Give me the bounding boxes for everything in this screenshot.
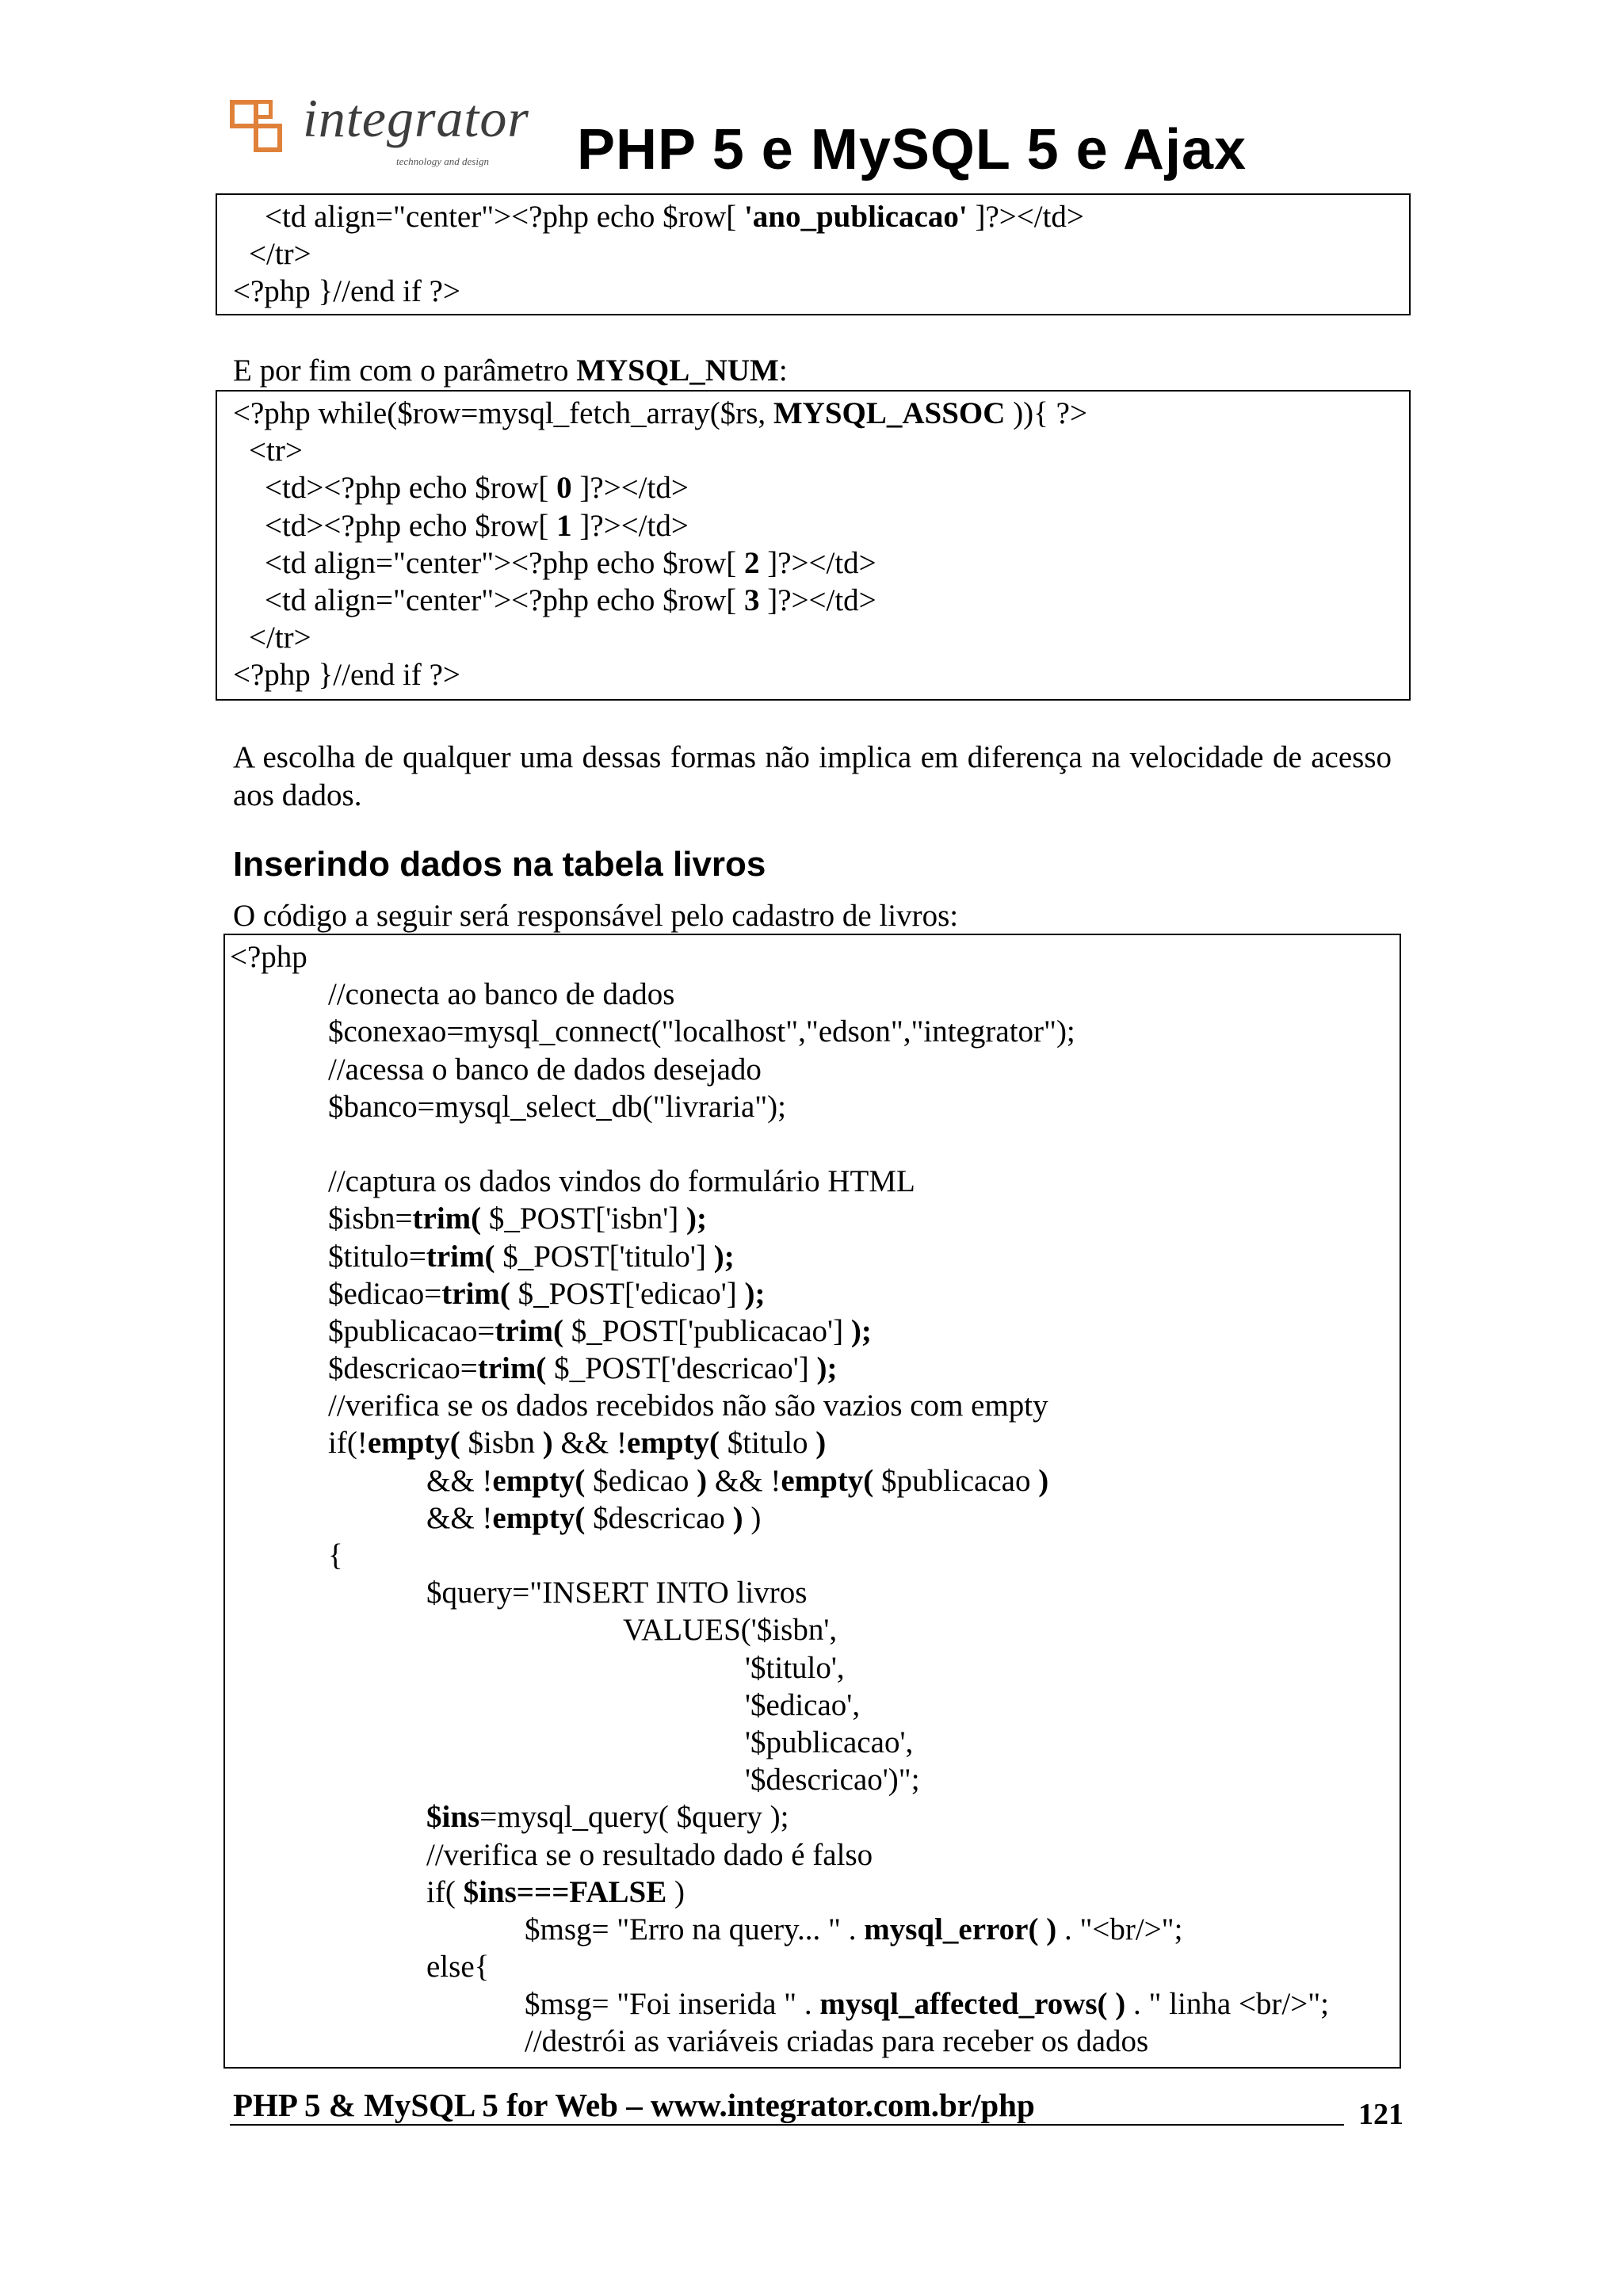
code-line: $publicacao=trim( $_POST['publicacao'] ); [328,1313,872,1348]
code-line: $titulo=trim( $_POST['titulo'] ); [328,1239,735,1274]
code-line: //acessa o banco de dados desejado [328,1052,762,1087]
code-line: <?php [230,940,307,974]
code-blank-line [230,1125,1385,1163]
code-line: $edicao=trim( $_POST['edicao'] ); [328,1276,766,1311]
logo-squares-icon [230,100,295,157]
code-line: else{ [426,1950,490,1985]
code-line: { [328,1538,343,1572]
logo-tagline: technology and design [396,155,489,167]
code-line: <?php }//end if ?> [233,274,460,309]
code-box-mysql-num [216,390,1411,701]
code-line: $descricao=trim( $_POST['descricao'] ); [328,1351,838,1386]
code-line: //verifica se os dados recebidos não são vazios com empty [328,1389,1048,1423]
footer-text: PHP 5 & MySQL 5 for Web – www.integrator.com.br/php [233,2087,1035,2123]
code-line: //destrói as variáveis criadas para receber os dados [525,2024,1149,2059]
integrator-logo [230,88,547,167]
code-line: '$edicao', [745,1687,861,1722]
body-paragraph: A escolha de qualquer uma dessas formas não implica em diferença na velocidade de acesso aos dados. [233,740,1392,812]
code-line: if( $ins===FALSE ) [426,1874,685,1909]
section-heading: Inserindo dados na tabela livros [233,845,766,884]
code-line: </tr> [249,237,311,272]
logo-wordmark: integrator [303,88,529,148]
footer-rule [230,2124,1344,2126]
page-number: 121 [1358,2098,1403,2131]
code-line: $msg= "Erro na query... " . mysql_error( ) . "<br/>"; [525,1912,1183,1946]
code-line: //verifica se o resultado dado é falso [426,1837,873,1872]
code-line: if(!empty( $isbn ) && !empty( $titulo ) [328,1426,827,1461]
code-line: <?php while($row=mysql_fetch_array($rs, MYSQL_ASSOC )){ ?> [233,396,1087,430]
code-line: <tr> [249,434,303,468]
code-line: '$descricao')"; [745,1763,920,1797]
code-line: //captura os dados vindos do formulário HTML [328,1164,915,1199]
code-line: $isbn=trim( $_POST['isbn'] ); [328,1201,708,1236]
code-line: && !empty( $edicao ) && !empty( $publicacao ) [426,1463,1049,1498]
code-line: <td align="center"><?php echo $row[ 'ano_publicacao' ]?></td> [265,200,1084,234]
code-box-insert-livros [223,934,1401,2069]
code-line: '$publicacao', [745,1725,914,1759]
code-line: $msg= "Foi inserida " . mysql_affected_rows( ) . " linha <br/>"; [525,1987,1329,2022]
code-line: <td><?php echo $row[ 0 ]?></td> [265,471,689,506]
code-line: VALUES('$isbn', [623,1613,838,1648]
code-line: '$titulo', [745,1650,845,1685]
code-line: $conexao=mysql_connect("localhost","edson","integrator"); [328,1014,1075,1049]
code-line: $banco=mysql_select_db("livraria"); [328,1089,786,1124]
code-line: $ins=mysql_query( $query ); [426,1800,789,1835]
code-line: $query="INSERT INTO livros [426,1576,808,1610]
mysql-num-intro: E por fim com o parâmetro MYSQL_NUM: [233,353,788,388]
code-box-table-row-end [216,193,1411,315]
code-line: <td><?php echo $row[ 1 ]?></td> [265,508,689,543]
code-line: <td align="center"><?php echo $row[ 2 ]?></td> [265,545,876,580]
code-line: </tr> [249,621,311,655]
code-intro-paragraph: O código a seguir será responsável pelo cadastro de livros: [233,899,959,933]
code-line: && !empty( $descricao ) ) [426,1500,762,1535]
code-line: //conecta ao banco de dados [328,977,675,1012]
book-title: PHP 5 e MySQL 5 e Ajax [577,118,1247,181]
code-line: <td align="center"><?php echo $row[ 3 ]?></td> [265,583,876,617]
code-line: <?php }//end if ?> [233,658,460,693]
